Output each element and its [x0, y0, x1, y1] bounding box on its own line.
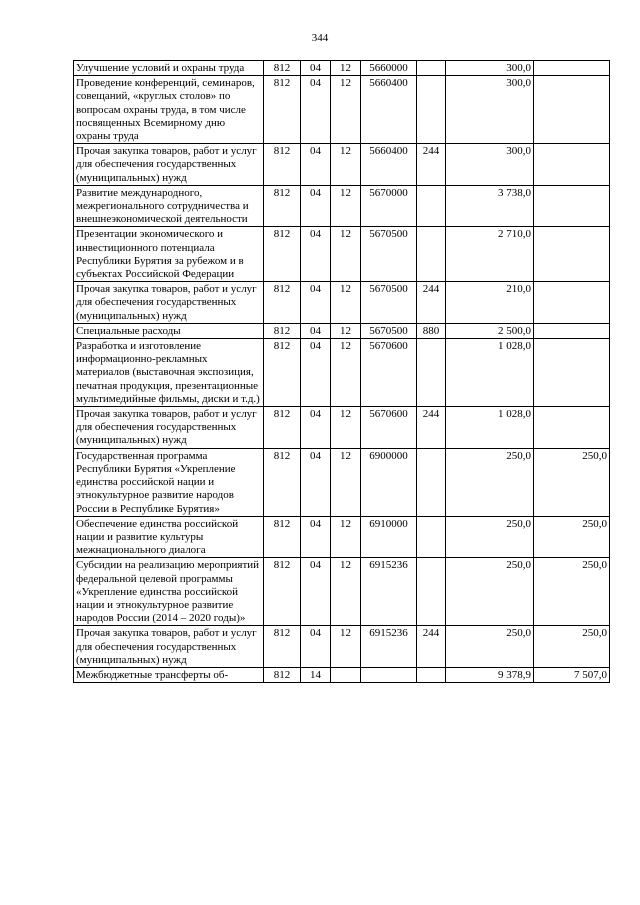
csr-code-cell: 5660400 — [361, 144, 417, 186]
ved-code-cell: 812 — [264, 227, 301, 282]
amount-cell-2: 250,0 — [534, 516, 610, 558]
row-name-cell: Развитие международного, межрегионального сотрудничества и внешнеэкономической деятельности — [74, 185, 264, 227]
rz-code-cell: 04 — [301, 323, 331, 338]
ved-code-cell: 812 — [264, 516, 301, 558]
rz-code-cell: 04 — [301, 227, 331, 282]
budget-table — [73, 60, 610, 683]
pr-code-cell: 12 — [331, 144, 361, 186]
rz-code-cell: 04 — [301, 339, 331, 407]
vr-code-cell — [417, 185, 446, 227]
pr-code-cell: 12 — [331, 227, 361, 282]
rz-code-cell: 04 — [301, 61, 331, 76]
table-row — [74, 339, 610, 407]
ved-code-cell: 812 — [264, 339, 301, 407]
table-row — [74, 227, 610, 282]
csr-code-cell: 5670500 — [361, 227, 417, 282]
amount-cell-1: 250,0 — [446, 626, 534, 668]
rz-code-cell: 04 — [301, 407, 331, 449]
vr-code-cell — [417, 558, 446, 626]
row-name-cell: Прочая закупка товаров, работ и услуг для обеспечения государственных (муниципальных) нужд — [74, 626, 264, 668]
table-row — [74, 516, 610, 558]
csr-code-cell: 5670500 — [361, 323, 417, 338]
amount-cell-1: 3 738,0 — [446, 185, 534, 227]
amount-cell-2 — [534, 282, 610, 324]
pr-code-cell: 12 — [331, 516, 361, 558]
ved-code-cell: 812 — [264, 144, 301, 186]
pr-code-cell: 12 — [331, 339, 361, 407]
pr-code-cell — [331, 667, 361, 682]
vr-code-cell: 880 — [417, 323, 446, 338]
table-row — [74, 185, 610, 227]
table-row — [74, 407, 610, 449]
vr-code-cell: 244 — [417, 407, 446, 449]
amount-cell-2: 250,0 — [534, 448, 610, 516]
rz-code-cell: 04 — [301, 626, 331, 668]
pr-code-cell: 12 — [331, 282, 361, 324]
csr-code-cell: 5670600 — [361, 407, 417, 449]
csr-code-cell: 6915236 — [361, 558, 417, 626]
amount-cell-2: 7 507,0 — [534, 667, 610, 682]
pr-code-cell: 12 — [331, 185, 361, 227]
row-name-cell: Государственная программа Республики Бурятия «Укрепление единства российской нации и этнокультурное развитие народов России в Республике Бурятия» — [74, 448, 264, 516]
vr-code-cell — [417, 339, 446, 407]
rz-code-cell: 04 — [301, 558, 331, 626]
row-name-cell: Прочая закупка товаров, работ и услуг для обеспечения государственных (муниципальных) нужд — [74, 144, 264, 186]
amount-cell-2 — [534, 227, 610, 282]
amount-cell-1: 1 028,0 — [446, 339, 534, 407]
amount-cell-1: 9 378,9 — [446, 667, 534, 682]
csr-code-cell: 6900000 — [361, 448, 417, 516]
csr-code-cell: 5660400 — [361, 76, 417, 144]
pr-code-cell: 12 — [331, 61, 361, 76]
row-name-cell: Прочая закупка товаров, работ и услуг для обеспечения государственных (муниципальных) нужд — [74, 282, 264, 324]
page-number: 344 — [311, 32, 329, 44]
csr-code-cell: 5660000 — [361, 61, 417, 76]
amount-cell-1: 300,0 — [446, 76, 534, 144]
ved-code-cell: 812 — [264, 282, 301, 324]
amount-cell-2 — [534, 76, 610, 144]
vr-code-cell: 244 — [417, 144, 446, 186]
vr-code-cell: 244 — [417, 626, 446, 668]
ved-code-cell: 812 — [264, 558, 301, 626]
amount-cell-1: 300,0 — [446, 61, 534, 76]
row-name-cell: Специальные расходы — [74, 323, 264, 338]
rz-code-cell: 04 — [301, 516, 331, 558]
amount-cell-1: 2 710,0 — [446, 227, 534, 282]
table-row — [74, 282, 610, 324]
ved-code-cell: 812 — [264, 407, 301, 449]
vr-code-cell — [417, 227, 446, 282]
ved-code-cell: 812 — [264, 185, 301, 227]
amount-cell-2 — [534, 323, 610, 338]
csr-code-cell: 5670600 — [361, 339, 417, 407]
rz-code-cell: 04 — [301, 282, 331, 324]
rz-code-cell: 14 — [301, 667, 331, 682]
amount-cell-1: 1 028,0 — [446, 407, 534, 449]
ved-code-cell: 812 — [264, 448, 301, 516]
amount-cell-1: 250,0 — [446, 516, 534, 558]
table-row — [74, 61, 610, 76]
table-row — [74, 76, 610, 144]
rz-code-cell: 04 — [301, 76, 331, 144]
vr-code-cell — [417, 61, 446, 76]
row-name-cell: Разработка и изготовление информационно-рекламных материалов (выставочная экспозиция, печатная продукция, презентационные мультимедийные фильмы, диски и т.д.) — [74, 339, 264, 407]
amount-cell-1: 2 500,0 — [446, 323, 534, 338]
vr-code-cell — [417, 667, 446, 682]
csr-code-cell — [361, 667, 417, 682]
table-row — [74, 323, 610, 338]
table-row — [74, 626, 610, 668]
pr-code-cell: 12 — [331, 323, 361, 338]
table-row — [74, 144, 610, 186]
pr-code-cell: 12 — [331, 558, 361, 626]
csr-code-cell: 5670000 — [361, 185, 417, 227]
rz-code-cell: 04 — [301, 448, 331, 516]
ved-code-cell: 812 — [264, 76, 301, 144]
vr-code-cell: 244 — [417, 282, 446, 324]
amount-cell-2 — [534, 339, 610, 407]
pr-code-cell: 12 — [331, 448, 361, 516]
row-name-cell: Презентации экономического и инвестиционного потенциала Республики Бурятия за рубежом и в субъектах Российской Федерации — [74, 227, 264, 282]
row-name-cell: Проведение конференций, семинаров, совещаний, «круглых столов» по вопросам охраны труда, в том числе посвященных Всемирному дню охраны труда — [74, 76, 264, 144]
table-body — [74, 61, 610, 683]
table-row — [74, 667, 610, 682]
amount-cell-1: 210,0 — [446, 282, 534, 324]
ved-code-cell: 812 — [264, 61, 301, 76]
pr-code-cell: 12 — [331, 407, 361, 449]
table-row — [74, 558, 610, 626]
amount-cell-2 — [534, 407, 610, 449]
ved-code-cell: 812 — [264, 323, 301, 338]
amount-cell-2 — [534, 144, 610, 186]
rz-code-cell: 04 — [301, 144, 331, 186]
vr-code-cell — [417, 448, 446, 516]
amount-cell-2: 250,0 — [534, 626, 610, 668]
pr-code-cell: 12 — [331, 76, 361, 144]
table-row — [74, 448, 610, 516]
ved-code-cell: 812 — [264, 667, 301, 682]
vr-code-cell — [417, 76, 446, 144]
amount-cell-1: 300,0 — [446, 144, 534, 186]
csr-code-cell: 5670500 — [361, 282, 417, 324]
amount-cell-2 — [534, 61, 610, 76]
amount-cell-1: 250,0 — [446, 558, 534, 626]
ved-code-cell: 812 — [264, 626, 301, 668]
row-name-cell: Обеспечение единства российской нации и развитие культуры межнационального диалога — [74, 516, 264, 558]
row-name-cell: Субсидии на реализацию мероприятий федеральной целевой программы «Укрепление единства российской нации и этнокультурное развитие народов России (2014 – 2020 годы)» — [74, 558, 264, 626]
csr-code-cell: 6915236 — [361, 626, 417, 668]
rz-code-cell: 04 — [301, 185, 331, 227]
csr-code-cell: 6910000 — [361, 516, 417, 558]
amount-cell-2 — [534, 185, 610, 227]
row-name-cell: Улучшение условий и охраны труда — [74, 61, 264, 76]
row-name-cell: Прочая закупка товаров, работ и услуг для обеспечения государственных (муниципальных) нужд — [74, 407, 264, 449]
amount-cell-2: 250,0 — [534, 558, 610, 626]
pr-code-cell: 12 — [331, 626, 361, 668]
amount-cell-1: 250,0 — [446, 448, 534, 516]
row-name-cell: Межбюджетные трансферты об- — [74, 667, 264, 682]
vr-code-cell — [417, 516, 446, 558]
